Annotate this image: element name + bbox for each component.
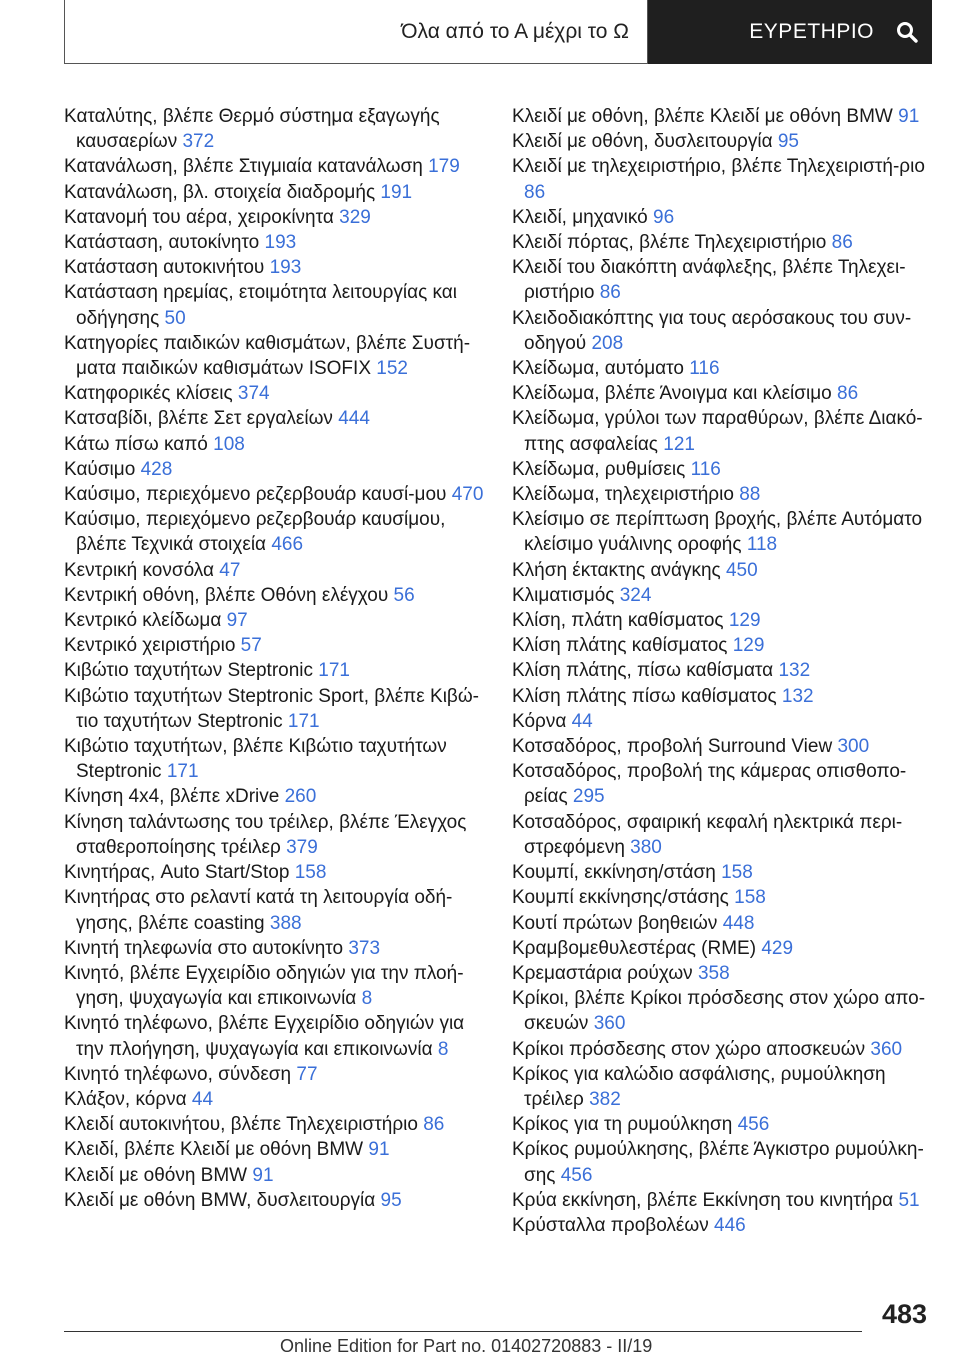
- entry-page-link[interactable]: 88: [739, 484, 761, 506]
- entry-term: Κουμπί εκκίνησης/στάσης: [512, 887, 729, 909]
- index-entry: [512, 154, 932, 204]
- entry-page-link[interactable]: 158: [734, 887, 766, 909]
- entry-page-link[interactable]: 129: [732, 635, 765, 657]
- entry-page-link[interactable]: 50: [164, 307, 186, 329]
- index-entry: [512, 583, 932, 608]
- index-entry: [64, 507, 484, 557]
- entry-page-link[interactable]: 8: [437, 1038, 449, 1060]
- page-number: 483: [881, 1299, 927, 1329]
- index-entry: [64, 658, 484, 683]
- entry-term: Καύσιμο: [64, 458, 136, 480]
- entry-page-link[interactable]: 86: [837, 383, 859, 405]
- index-entry: [512, 381, 932, 406]
- index-entry: [512, 759, 932, 809]
- entry-term: Κλειδί με οθόνη, δυσλειτουργία: [512, 131, 773, 153]
- index-entry: [512, 961, 932, 986]
- entry-page-link[interactable]: 86: [831, 232, 853, 254]
- index-entry: [64, 180, 484, 205]
- entry-page-link[interactable]: 456: [737, 1114, 770, 1136]
- entry-term: Κάτω πίσω καπό: [64, 433, 208, 455]
- entry-page-link[interactable]: 191: [380, 181, 413, 203]
- entry-term: Κλειδί με οθόνη BMW, δυσλειτουργία: [64, 1189, 376, 1211]
- entry-page-link[interactable]: 358: [697, 962, 730, 984]
- entry-term: Κίνηση ταλάντωσης του τρέιλερ, βλέπε Έλεγχος σταθεροποίησης τρέιλερ: [64, 811, 467, 858]
- entry-page-link[interactable]: 171: [166, 761, 199, 783]
- entry-term: Κρίκος ρυμούλκησης, βλέπε Άγκιστρο ρυμούλκη-σης: [512, 1139, 924, 1186]
- entry-term: Κιβώτιο ταχυτήτων Steptronic: [64, 660, 314, 682]
- index-entry: [64, 104, 484, 154]
- index-entry: [64, 885, 484, 935]
- entry-term: Καύσιμο, περιεχόμενο ρεζερβουάρ καυσί-μου: [64, 484, 447, 506]
- index-entry: [64, 558, 484, 583]
- index-entry: [512, 810, 932, 860]
- entry-term: Κινητό, βλέπε Εγχειρίδιο οδηγιών για την πλοή-γηση, ψυχαγωγία και επικοινωνία: [64, 962, 464, 1010]
- az-index-tab[interactable]: [64, 0, 648, 64]
- entry-term: Κινητή τηλεφωνία στο αυτοκίνητο: [64, 937, 344, 959]
- index-entry: [64, 684, 484, 734]
- entry-page-link[interactable]: 382: [589, 1088, 621, 1110]
- entry-term: Κλίση, πλάτη καθίσματος: [512, 610, 724, 632]
- entry-term: Κρίκος για καλώδιο ασφάλισης, ρυμούλκηση τρέιλερ: [512, 1063, 886, 1110]
- entry-term: Καύσιμο, περιεχόμενο ρεζερβουάρ καυσίμου, βλέπε Τεχνικά στοιχεία: [64, 509, 446, 556]
- entry-term: Κεντρικό χειριστήριο: [64, 635, 236, 657]
- entry-page-link[interactable]: 108: [213, 433, 245, 455]
- entry-term: Κλείδωμα, γρύλοι των παραθύρων, βλέπε Διακό-πτης ασφαλείας: [512, 408, 923, 455]
- index-entry: [64, 331, 484, 381]
- index-entry: [512, 1188, 932, 1213]
- entry-term: Κλίση πλάτης πίσω καθίσματος: [512, 685, 777, 707]
- entry-term: Κοτσαδόρος, προβολή της κάμερας οπισθοπο-ρείας: [512, 761, 907, 808]
- entry-term: Κατανάλωση, βλέπε Στιγμιαία κατανάλωση: [64, 156, 423, 178]
- index-entry: [64, 230, 484, 255]
- index-entry: [512, 608, 932, 633]
- entry-page-link[interactable]: 448: [722, 912, 755, 934]
- entry-term: Κατάσταση αυτοκινήτου: [64, 257, 265, 279]
- entry-page-link[interactable]: 300: [837, 736, 870, 758]
- index-entry: [512, 734, 932, 759]
- entry-term: Κατάσταση, αυτοκίνητο: [64, 232, 260, 254]
- index-entry: [64, 860, 484, 885]
- index-entry: [512, 684, 932, 709]
- entry-page-link[interactable]: 44: [571, 710, 593, 732]
- entry-term: Κλειδί του διακόπτη ανάφλεξης, βλέπε Τηλεχει-ριστήριο: [512, 257, 906, 304]
- entry-term: Κλειδί αυτοκινήτου, βλέπε Τηλεχειριστήριο: [64, 1114, 418, 1136]
- entry-term: Κλειδί, βλέπε Κλειδί με οθόνη BMW: [64, 1139, 364, 1161]
- entry-page-link[interactable]: 152: [376, 358, 408, 380]
- index-entry: [512, 1037, 932, 1062]
- entry-page-link[interactable]: 47: [219, 559, 241, 581]
- index-entry: [64, 1062, 484, 1087]
- entry-page-link[interactable]: 86: [599, 282, 621, 304]
- entry-page-link[interactable]: 372: [182, 131, 215, 153]
- entry-term: Κλειδί, μηχανικό: [512, 206, 648, 228]
- entry-page-link[interactable]: 118: [746, 534, 778, 556]
- entry-page-link[interactable]: 86: [423, 1114, 445, 1136]
- entry-page-link[interactable]: 56: [393, 584, 415, 606]
- index-entry: [64, 1112, 484, 1137]
- entry-page-link[interactable]: 360: [870, 1038, 903, 1060]
- index-entry: [64, 154, 484, 179]
- entry-term: Κλειδί με οθόνη BMW: [64, 1164, 248, 1186]
- entry-term: Κινητήρας στο ρελαντί κατά τη λειτουργία οδή-γησης, βλέπε coasting: [64, 887, 453, 934]
- entry-page-link[interactable]: 374: [237, 383, 270, 405]
- index-entry: [512, 658, 932, 683]
- entry-page-link[interactable]: 77: [296, 1063, 318, 1085]
- index-entry: [64, 457, 484, 482]
- index-entry: [64, 1011, 484, 1061]
- footer-edition: Online Edition for Part no. 01402720883 - II/19: [280, 1336, 653, 1356]
- index-entry: [512, 709, 932, 734]
- entry-term: Κρύα εκκίνηση, βλέπε Εκκίνηση του κινητήρα: [512, 1189, 894, 1211]
- footer-divider: [64, 1331, 862, 1332]
- entry-page-link[interactable]: 44: [191, 1088, 214, 1110]
- entry-page-link[interactable]: 260: [284, 786, 317, 808]
- index-entry: [64, 810, 484, 860]
- index-entry: [64, 784, 484, 809]
- entry-page-link[interactable]: 295: [572, 786, 605, 808]
- index-entry: [64, 406, 484, 431]
- entry-page-link[interactable]: 116: [690, 458, 721, 480]
- entry-page-link[interactable]: 158: [294, 862, 327, 884]
- entry-page-link[interactable]: 193: [264, 232, 297, 254]
- index-entry: [64, 205, 484, 230]
- index-entry: [64, 633, 484, 658]
- entry-term: Κιβώτιο ταχυτήτων, βλέπε Κιβώτιο ταχυτήτων Steptronic: [64, 736, 447, 783]
- index-entry: [64, 1188, 484, 1213]
- entry-term: Κοτσαδόρος, σφαιρική κεφαλή ηλεκτρικά περι-στρεφόμενη: [512, 811, 903, 858]
- index-entry: [512, 860, 932, 885]
- entry-page-link[interactable]: 132: [778, 660, 811, 682]
- entry-page-link[interactable]: 57: [240, 635, 262, 657]
- entry-term: Κλειδί με τηλεχειριστήριο, βλέπε Τηλεχειριστή-ριο: [512, 156, 925, 178]
- entry-term: Κλειδί με οθόνη, βλέπε Κλειδί με οθόνη BMW: [512, 106, 893, 127]
- index-entry: [512, 911, 932, 936]
- entry-term: Κλειδοδιακόπτης για τους αερόσακους του συν-οδηγού: [512, 307, 912, 354]
- entry-page-link[interactable]: 379: [286, 836, 318, 858]
- index-entry: [512, 1137, 932, 1187]
- index-entry: [64, 255, 484, 280]
- entry-term: Κεντρική κονσόλα: [64, 559, 214, 581]
- entry-term: Κεντρική οθόνη, βλέπε Οθόνη ελέγχου: [64, 584, 389, 606]
- entry-term: Κουτί πρώτων βοηθειών: [512, 912, 718, 934]
- index-column-right: [512, 104, 932, 1238]
- entry-page-link[interactable]: 470: [451, 484, 484, 506]
- entry-page-link[interactable]: 388: [269, 912, 302, 934]
- index-entry: [512, 205, 932, 230]
- entry-term: Κίνηση 4x4, βλέπε xDrive: [64, 786, 280, 808]
- index-entry: [64, 1137, 484, 1162]
- index-tab[interactable]: [648, 0, 932, 64]
- entry-page-link[interactable]: 360: [593, 1013, 626, 1035]
- entry-term: Κατανάλωση, βλ. στοιχεία διαδρομής: [64, 181, 376, 203]
- entry-page-link[interactable]: 466: [271, 534, 304, 556]
- index-entry: [512, 356, 932, 381]
- entry-term: Κιβώτιο ταχυτήτων Steptronic Sport, βλέπε Κιβώ-τιο ταχυτήτων Steptronic: [64, 685, 480, 732]
- entry-page-link[interactable]: 95: [777, 131, 799, 153]
- entry-term: Κλειδί πόρτας, βλέπε Τηλεχειριστήριο: [512, 232, 827, 254]
- index-entry: [512, 633, 932, 658]
- entry-page-link[interactable]: 446: [714, 1214, 746, 1236]
- entry-term: Κινητό τηλέφωνο, βλέπε Εγχειρίδιο οδηγιών για την πλοήγηση, ψυχαγωγία και επικοινωνία: [64, 1013, 465, 1060]
- index-entry: [512, 986, 932, 1036]
- entry-term: Κρίκος για τη ρυμούλκηση: [512, 1114, 733, 1136]
- entry-page-link[interactable]: 86: [524, 181, 546, 203]
- index-entry: [64, 961, 484, 1011]
- entry-term: Κρύσταλλα προβολέων: [512, 1214, 709, 1236]
- index-entry: [64, 432, 484, 457]
- entry-term: Κινητήρας, Auto Start/Stop: [64, 862, 290, 884]
- page-header: [64, 0, 932, 64]
- index-entry: [64, 1087, 484, 1112]
- index-entry: [512, 104, 932, 129]
- entry-page-link[interactable]: 193: [269, 257, 302, 279]
- entry-page-link[interactable]: 428: [140, 458, 173, 480]
- entry-page-link[interactable]: 129: [728, 610, 761, 632]
- entry-term: Κλείδωμα, αυτόματο: [512, 358, 684, 380]
- entry-page-link[interactable]: 171: [318, 660, 350, 682]
- entry-page-link[interactable]: 429: [761, 937, 794, 959]
- entry-term: Κλιματισμός: [512, 584, 615, 606]
- entry-term: Κρεμαστάρια ρούχων: [512, 962, 693, 984]
- entry-page-link[interactable]: 456: [560, 1164, 593, 1186]
- entry-page-link[interactable]: 380: [630, 836, 662, 858]
- index-entry: [512, 129, 932, 154]
- entry-term: Κλήση έκτακτης ανάγκης: [512, 559, 721, 581]
- entry-page-link[interactable]: 96: [653, 206, 675, 228]
- index-entry: [64, 583, 484, 608]
- entry-term: Κατσαβίδι, βλέπε Σετ εργαλείων: [64, 408, 333, 430]
- entry-term: Κατανομή του αέρα, χειροκίνητα: [64, 206, 334, 228]
- index-entry: [512, 255, 932, 305]
- entry-term: Καταλύτης, βλέπε Θερμό σύστημα εξαγωγής καυσαερίων: [64, 106, 440, 153]
- az-index-label: Όλα από το Α μέχρι το Ω: [401, 19, 629, 43]
- entry-page-link[interactable]: 208: [591, 332, 624, 354]
- index-entry: [512, 1062, 932, 1112]
- index-column-left: [64, 104, 484, 1213]
- index-entry: [64, 482, 484, 507]
- entry-page-link[interactable]: 373: [348, 937, 381, 959]
- entry-page-link[interactable]: 91: [368, 1139, 390, 1161]
- index-entry: [512, 936, 932, 961]
- entry-term: Κλίση πλάτης, πίσω καθίσματα: [512, 660, 774, 682]
- index-entry: [512, 1112, 932, 1137]
- entry-page-link[interactable]: 171: [287, 710, 320, 732]
- index-entry: [512, 885, 932, 910]
- entry-term: Κλείδωμα, ρυθμίσεις: [512, 458, 686, 480]
- entry-term: Κοτσαδόρος, προβολή Surround View: [512, 736, 833, 758]
- entry-term: Κινητό τηλέφωνο, σύνδεση: [64, 1063, 292, 1085]
- index-entry: [512, 406, 932, 456]
- entry-term: Κλάξον, κόρνα: [64, 1088, 187, 1110]
- entry-term: Κλείσιμο σε περίπτωση βροχής, βλέπε Αυτόματο κλείσιμο γυάλινης οροφής: [512, 509, 923, 556]
- entry-page-link[interactable]: 95: [380, 1189, 402, 1211]
- entry-page-link[interactable]: 121: [663, 433, 695, 455]
- entry-term: Κεντρικό κλείδωμα: [64, 610, 222, 632]
- index-entry: [64, 280, 484, 330]
- entry-page-link[interactable]: 116: [689, 358, 720, 380]
- entry-page-link[interactable]: 91: [898, 106, 920, 127]
- entry-term: Κραμβομεθυλεστέρας (RME): [512, 937, 757, 959]
- entry-page-link[interactable]: 324: [619, 584, 652, 606]
- entry-term: Κατηγορίες παιδικών καθισμάτων, βλέπε Συστή-ματα παιδικών καθισμάτων ISOFIX: [64, 332, 471, 380]
- entry-term: Κόρνα: [512, 710, 567, 732]
- entry-term: Κατάσταση ηρεμίας, ετοιμότητα λειτουργίας και οδήγησης: [64, 282, 457, 329]
- entry-term: Κρίκοι πρόσδεσης στον χώρο αποσκευών: [512, 1038, 866, 1060]
- entry-page-link[interactable]: 8: [361, 988, 373, 1010]
- index-entry: [512, 306, 932, 356]
- index-entry: [64, 1163, 484, 1188]
- index-label: ΕΥΡΕΤΗΡΙΟ: [749, 20, 874, 43]
- entry-term: Κλείδωμα, τηλεχειριστήριο: [512, 484, 734, 506]
- index-entry: [512, 1213, 932, 1238]
- entry-page-link[interactable]: 158: [721, 862, 753, 884]
- index-entry: [512, 558, 932, 583]
- entry-term: Κατηφορικές κλίσεις: [64, 383, 233, 405]
- entry-term: Κλίση πλάτης καθίσματος: [512, 635, 728, 657]
- entry-page-link[interactable]: 132: [781, 685, 814, 707]
- entry-term: Κλείδωμα, βλέπε Άνοιγμα και κλείσιμο: [512, 383, 832, 405]
- index-entry: [64, 608, 484, 633]
- index-entry: [512, 507, 932, 557]
- search-icon[interactable]: [896, 21, 918, 43]
- index-entry: [512, 230, 932, 255]
- entry-page-link[interactable]: 97: [226, 610, 248, 632]
- index-entry: [512, 457, 932, 482]
- entry-page-link[interactable]: 51: [898, 1189, 920, 1211]
- index-entry: [64, 381, 484, 406]
- index-entry: [64, 936, 484, 961]
- index-entry: [512, 482, 932, 507]
- entry-page-link[interactable]: 444: [338, 408, 370, 430]
- entry-page-link[interactable]: 91: [252, 1164, 274, 1186]
- index-entry: [64, 734, 484, 784]
- entry-page-link[interactable]: 450: [725, 559, 758, 581]
- entry-page-link[interactable]: 329: [339, 206, 371, 228]
- entry-term: Κουμπί, εκκίνηση/στάση: [512, 862, 716, 884]
- entry-page-link[interactable]: 179: [428, 156, 460, 178]
- entry-term: Κρίκοι, βλέπε Κρίκοι πρόσδεσης στον χώρο απο-σκευών: [512, 988, 926, 1035]
